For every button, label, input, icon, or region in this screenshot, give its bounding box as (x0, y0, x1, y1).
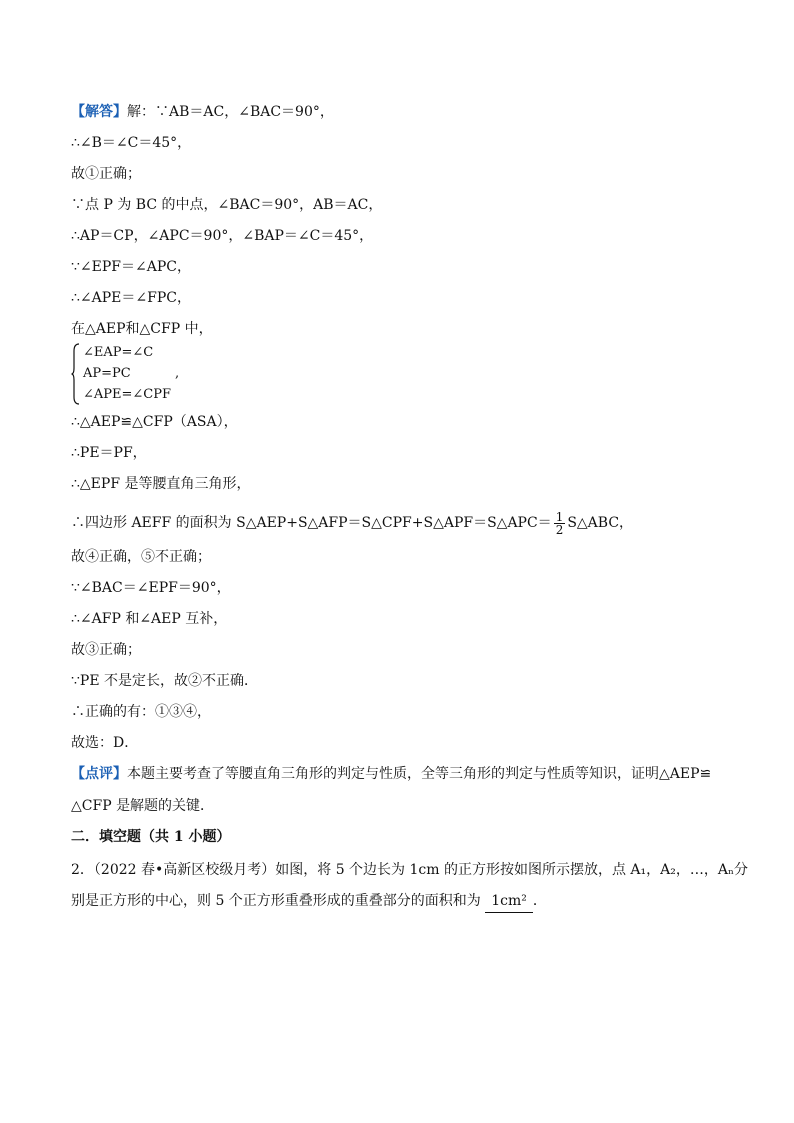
question-end: ． (532, 893, 547, 909)
system-eq-3: ∠APE=∠CPF (83, 387, 172, 402)
solution-line-7: ∴∠APE＝∠FPC， (71, 290, 191, 306)
solution-line-17: ∴正确的有：①③④， (71, 704, 211, 720)
question-line-2 (71, 890, 547, 912)
solution-tag: 【解答】 (71, 104, 127, 120)
comment-text-1: 本题主要考查了等腰直角三角形的判定与性质，全等三角形的判定与性质等知识，证明△AEP≌ (127, 766, 712, 782)
solution-line-5: ∴AP＝CP，∠APC＝90°，∠BAP＝∠C＝45°， (71, 228, 374, 244)
solution-line-18: 故选：D． (71, 735, 139, 751)
comment-line-1 (71, 763, 711, 785)
fraction-half (554, 511, 566, 536)
equation-system (71, 343, 201, 405)
solution-line-2: ∴∠B＝∠C＝45°， (71, 135, 192, 151)
solution-text-1: 解：∵AB＝AC，∠BAC＝90°， (127, 104, 334, 120)
solution-line-13: ∵∠BAC＝∠EPF＝90°， (71, 580, 231, 596)
system-comma: , (175, 366, 180, 381)
system-eq-2: AP=PC (83, 366, 131, 381)
solution-line-15: 故③正确； (71, 642, 141, 658)
solution-line-14: ∴∠AFP 和∠AEP 互补， (71, 611, 228, 627)
area-suffix: S△ABC， (567, 515, 634, 531)
solution-line-10: ∴PE＝PF， (71, 445, 147, 461)
fraction-denominator: 2 (555, 522, 564, 537)
answer-blank: 1cm² (485, 890, 533, 913)
solution-line-16: ∵PE 不是定长，故②不正确． (71, 673, 258, 689)
solution-line-8: 在△AEP和△CFP 中， (71, 321, 213, 337)
solution-line-9: ∴△AEP≌△CFP（ASA）， (71, 414, 238, 430)
section-title: 二．填空题（共 1 小题） (71, 829, 231, 845)
solution-line-12: 故④正确，⑤不正确； (71, 549, 211, 565)
system-eq-1: ∠EAP=∠C (83, 345, 154, 360)
solution-line-4: ∵点 P 为 BC 的中点，∠BAC＝90°，AB＝AC， (71, 197, 383, 213)
solution-line-6: ∵∠EPF＝∠APC， (71, 259, 191, 275)
question-line-1: 2．（2022 春•高新区校级月考）如图，将 5 个边长为 1cm 的正方形按如图所示摆放，点 A₁，A₂，…，Aₙ分 (71, 862, 749, 878)
fraction-numerator: 1 (555, 509, 564, 524)
solution-line-1 (71, 101, 334, 123)
solution-line-11: ∴△EPF 是等腰直角三角形， (71, 476, 251, 492)
left-brace-icon (71, 343, 81, 405)
area-line (71, 509, 633, 537)
solution-line-3: 故①正确； (71, 166, 141, 182)
question-text-2: 别是正方形的中心，则 5 个正方形重叠形成的重叠部分的面积和为 (71, 893, 481, 909)
area-prefix: ∴四边形 AEFF 的面积为 S△AEP+S△AFP＝S△CPF+S△APF＝S△APC＝ (71, 515, 552, 531)
comment-line-2: △CFP 是解题的关键． (71, 798, 215, 814)
comment-tag: 【点评】 (71, 766, 127, 782)
